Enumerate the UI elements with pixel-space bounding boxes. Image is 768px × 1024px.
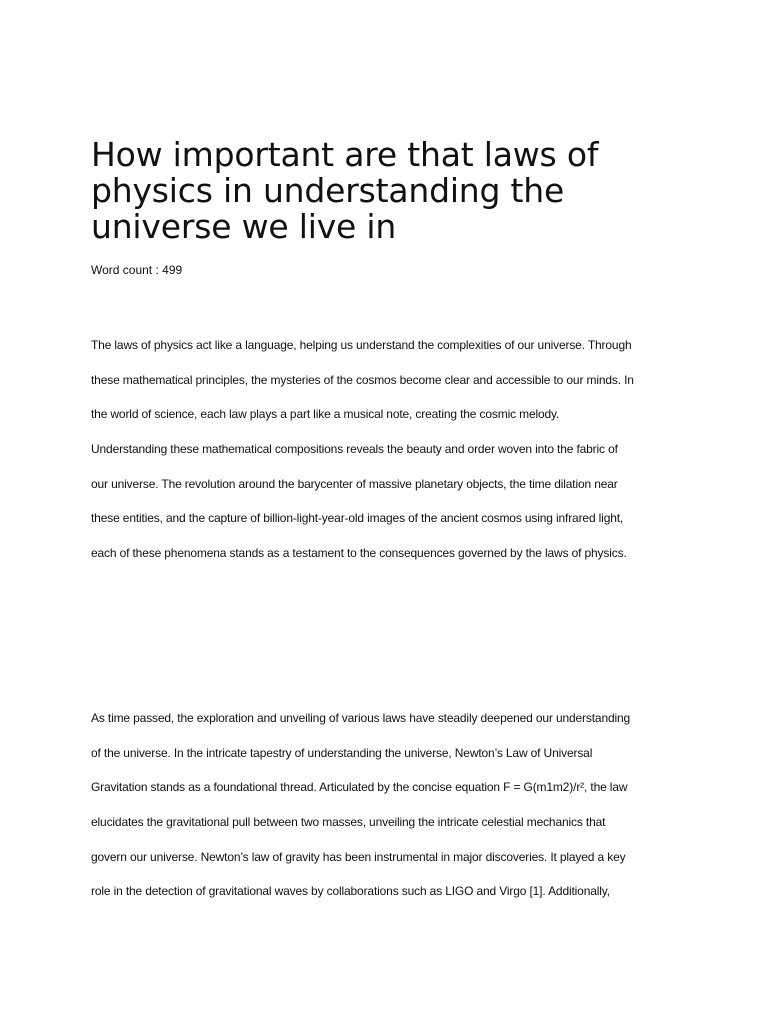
paragraph-2 xyxy=(91,708,691,916)
paragraph-line: role in the detection of gravitational waves by collaborations such as LIGO and Virgo [1]. Additionally, xyxy=(91,884,610,899)
paragraph-line: these entities, and the capture of billion-light-year-old images of the ancient cosmos using infrared light, xyxy=(91,511,624,526)
paragraph-line: As time passed, the exploration and unveiling of various laws have steadily deepened our understanding xyxy=(91,711,631,725)
document-title: How important are that laws of physics in understanding the universe we live in xyxy=(91,135,599,246)
paragraph-line: each of these phenomena stands as a testament to the consequences governed by the laws of physics. xyxy=(91,546,627,561)
paragraph-line: Understanding these mathematical compositions reveals the beauty and order woven into the fabric of xyxy=(91,442,618,457)
paragraph-line: of the universe. In the intricate tapestry of understanding the universe, Newton’s Law of Universal xyxy=(91,745,593,760)
paragraph-line: The laws of physics act like a language, helping us understand the complexities of our universe. Through xyxy=(91,338,632,352)
paragraph-line: Gravitation stands as a foundational thread. Articulated by the concise equation F = G(m1m2)/r², the law xyxy=(91,780,628,795)
paragraph-line: our universe. The revolution around the barycenter of massive planetary objects, the time dilation near xyxy=(91,476,618,491)
paragraph-line: elucidates the gravitational pull between two masses, unveiling the intricate celestial mechanics that xyxy=(91,815,606,830)
word-count: Word count : 499 xyxy=(91,263,183,277)
paragraph-1 xyxy=(91,335,691,578)
paragraph-line: these mathematical principles, the mysteries of the cosmos become clear and accessible to our minds. In xyxy=(91,372,634,387)
paragraph-line: the world of science, each law plays a part like a musical note, creating the cosmic melody. xyxy=(91,407,560,422)
paragraph-line: govern our universe. Newton’s law of gravity has been instrumental in major discoveries. It played a key xyxy=(91,849,626,864)
